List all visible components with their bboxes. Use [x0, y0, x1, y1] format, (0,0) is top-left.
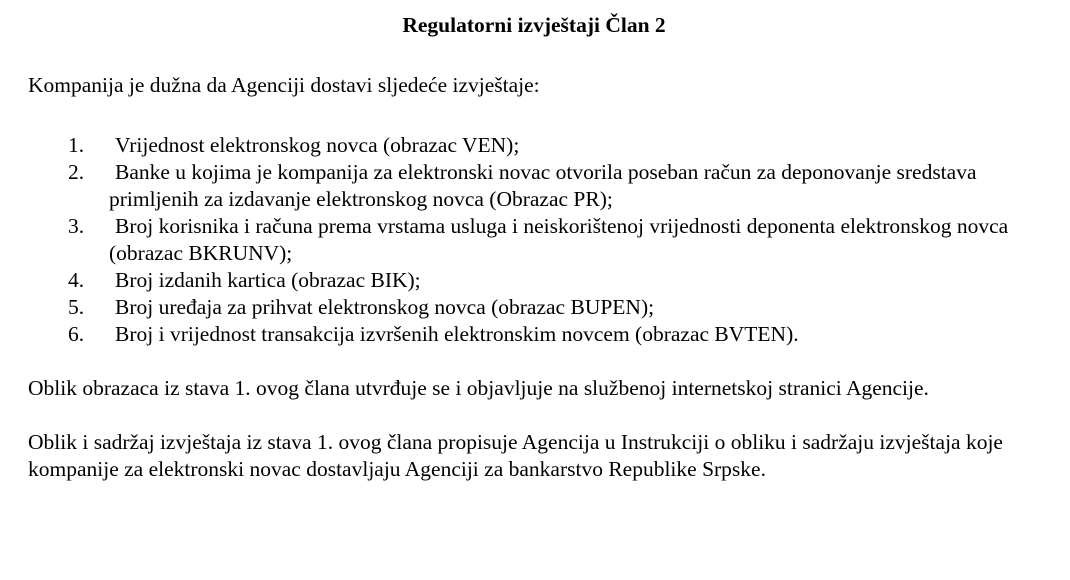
list-item [28, 132, 1040, 159]
list-item-number: 4. [68, 268, 85, 292]
report-list [28, 132, 1040, 348]
list-item-number: 6. [68, 322, 85, 346]
list-item-text: Broj i vrijednost transakcija izvršenih elektronskim novcem (obrazac BVTEN). [115, 322, 799, 346]
list-item-number: 5. [68, 295, 85, 319]
document-title: Regulatorni izvještaji Član 2 [402, 13, 666, 37]
list-item-number: 3. [68, 214, 85, 238]
list-item [28, 294, 1040, 321]
list-item [28, 267, 1040, 294]
paragraph-form-content: Oblik i sadržaj izvještaja iz stava 1. ovog člana propisuje Agencija u Instrukciji o obliku i sadržaju izvještaja koje kompanije za elektronski novac dostavljaju Agenciji za bankarstvo Republike Srpske. [28, 430, 1003, 481]
list-item-text: Banke u kojima je kompanija za elektronski novac otvorila poseban račun za deponovanje sredstava primljenih za izdavanje elektronskog novca (Obrazac PR); [109, 160, 977, 211]
list-item-number: 2. [68, 160, 85, 184]
list-item-text: Broj korisnika i računa prema vrstama usluga i neiskorištenoj vrijednosti deponenta elektronskog novca (obrazac BKRUNV); [109, 214, 1009, 265]
list-item-text: Broj uređaja za prihvat elektronskog novca (obrazac BUPEN); [115, 295, 655, 319]
list-item [28, 321, 1040, 348]
paragraph-form-publication: Oblik obrazaca iz stava 1. ovog člana utvrđuje se i objavljuje na službenoj internetskoj stranici Agencije. [28, 376, 929, 400]
list-item-number: 1. [68, 133, 85, 157]
list-item-text: Broj izdanih kartica (obrazac BIK); [115, 268, 421, 292]
list-item-text: Vrijednost elektronskog novca (obrazac VEN); [115, 133, 520, 157]
list-item [28, 159, 1040, 213]
list-item [28, 213, 1040, 267]
intro-paragraph: Kompanija je dužna da Agenciji dostavi sljedeće izvještaje: [28, 73, 540, 97]
